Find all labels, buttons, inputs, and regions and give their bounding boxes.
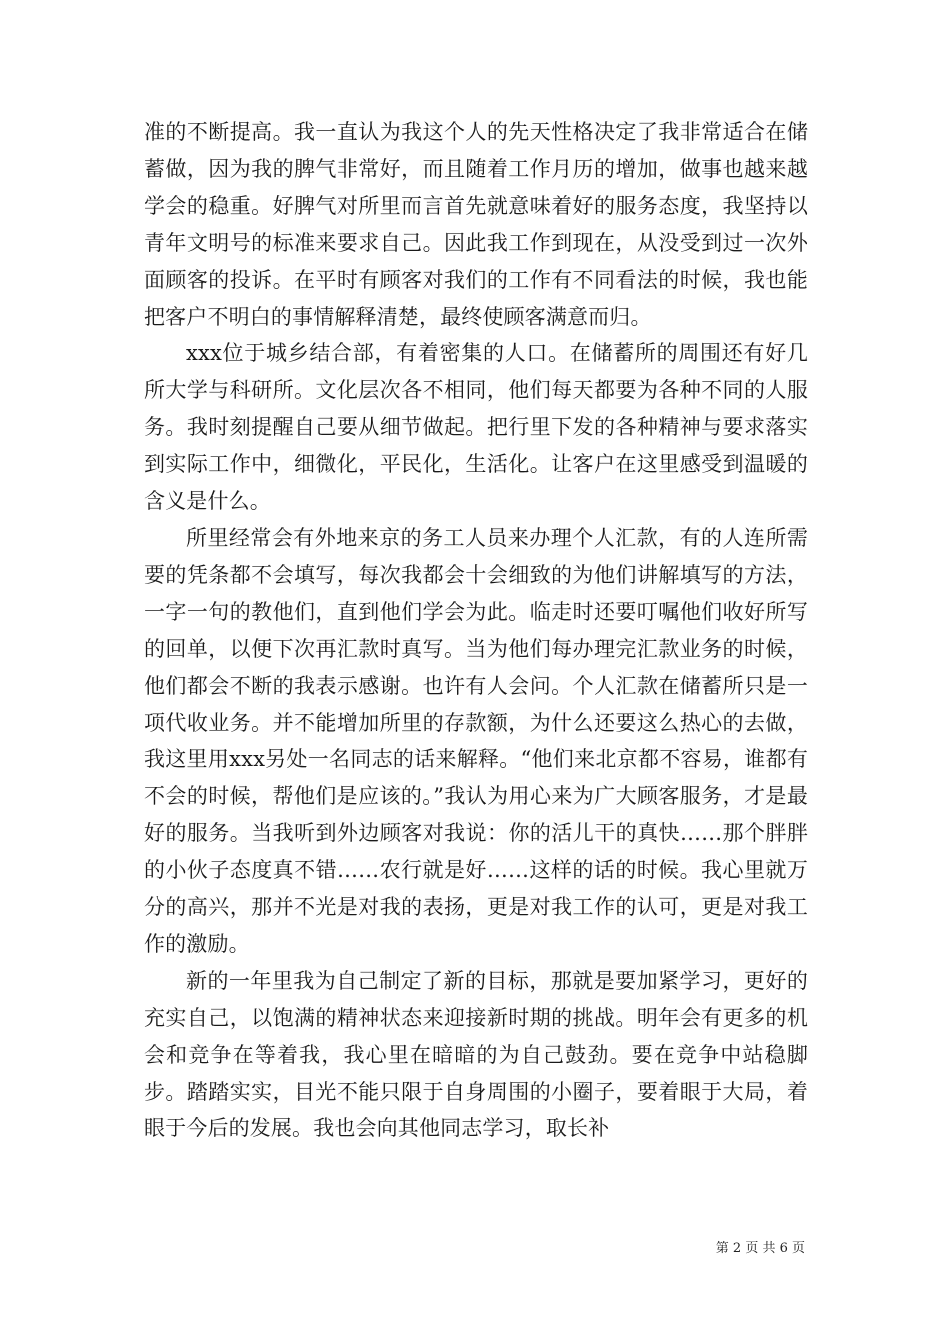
document-body — [144, 114, 808, 1147]
paragraph-2: xxx位于城乡结合部，有着密集的人口。在储蓄所的周围还有好几所大学与科研所。文化层次各不相同，他们每天都要为各种不同的人服务。我时刻提醒自己要从细节做起。把行里下发的各种精神与要求落实到实际工作中，细微化，平民化，生活化。让客户在这里感受到温暖的含义是什么。 — [144, 341, 808, 514]
paragraph-3: 所里经常会有外地来京的务工人员来办理个人汇款，有的人连所需要的凭条都不会填写，每次我都会十会细致的为他们讲解填写的方法，一字一句的教他们，直到他们学会为此。临走时还要叮嘱他们收好所写的回单，以便下次再汇款时真写。当为他们每办理完汇款业务的时候，他们都会不断的我表示感谢。也许有人会问。个人汇款在储蓄所只是一项代收业务。并不能增加所里的存款额，为什么还要这么热心的去做，我这里用xxx另处一名同志的话来解释。“他们来北京都不容易，谁都有不会的时候，帮他们是应该的。”我认为用心来为广大顾客服务，才是最好的服务。当我听到外边顾客对我说：你的活儿干的真快……那个胖胖的小伙子态度真不错……农行就是好……这样的话的时候。我心里就万分的高兴，那并不光是对我的表扬，更是对我工作的认可，更是对我工作的激励。 — [144, 525, 808, 956]
paragraph-4: 新的一年里我为自己制定了新的目标，那就是要加紧学习，更好的充实自己，以饱满的精神状态来迎接新时期的挑战。明年会有更多的机会和竞争在等着我，我心里在暗暗的为自己鼓劲。要在竞争中站稳脚步。踏踏实实，目光不能只限于自身周围的小圈子，要着眼于大局，着眼于今后的发展。我也会向其他同志学习，取长补 — [144, 968, 808, 1141]
page-number-footer: 第 2 页 共 6 页 — [715, 1241, 805, 1256]
paragraph-1: 准的不断提高。我一直认为我这个人的先天性格决定了我非常适合在储蓄做，因为我的脾气非常好，而且随着工作月历的增加，做事也越来越学会的稳重。好脾气对所里而言首先就意味着好的服务态度，我坚持以青年文明号的标准来要求自己。因此我工作到现在，从没受到过一次外面顾客的投诉。在平时有顾客对我们的工作有不同看法的时候，我也能把客户不明白的事情解释清楚，最终使顾客满意而归。 — [144, 120, 808, 329]
